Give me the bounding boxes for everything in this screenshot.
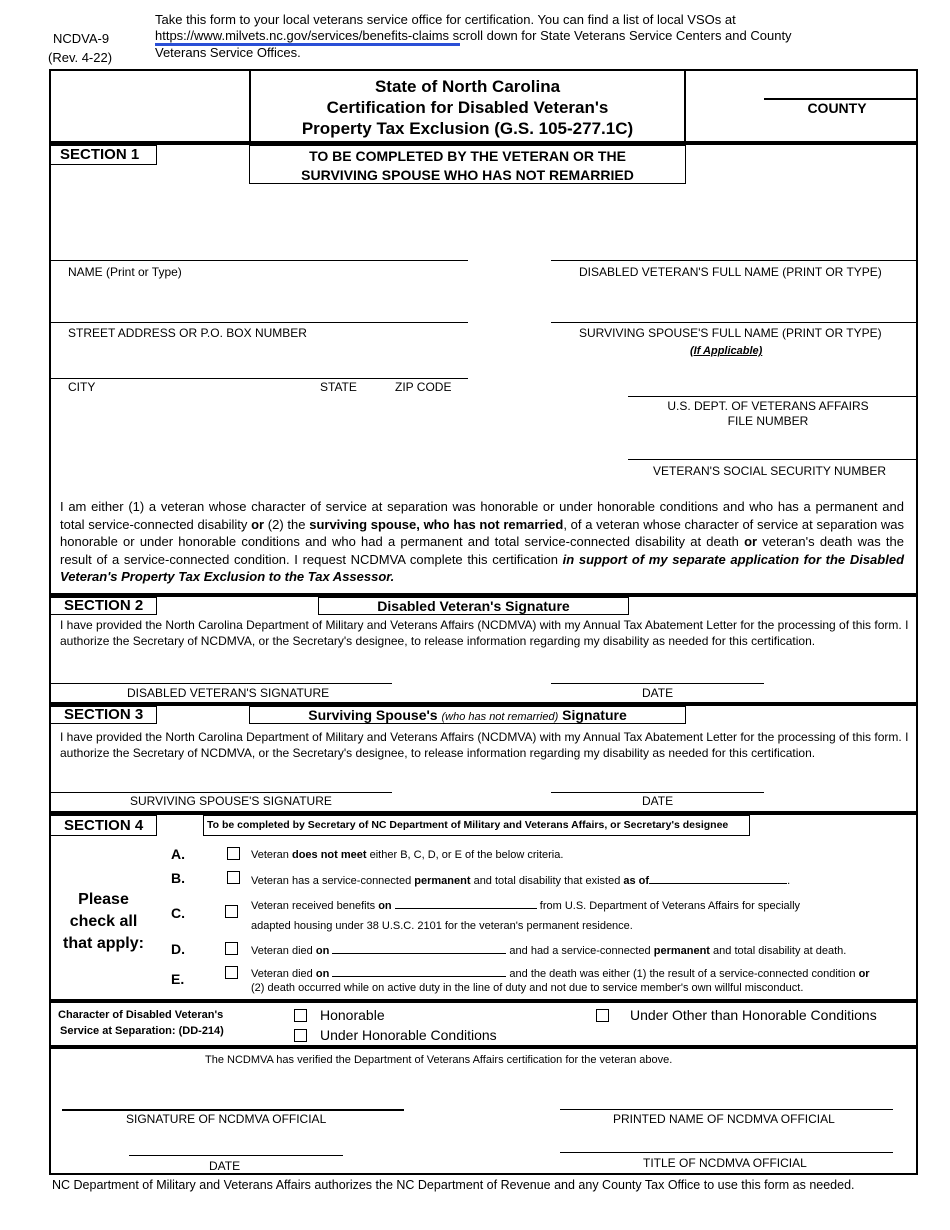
option-e-checkbox[interactable] bbox=[225, 966, 238, 979]
footer-note: NC Department of Military and Veterans Affairs authorizes the NC Department of Revenue and any County Tax Office to use this form as needed. bbox=[52, 1178, 855, 1192]
street-line[interactable] bbox=[51, 322, 468, 323]
if-applicable: (If Applicable) bbox=[690, 345, 763, 357]
official-title-line[interactable] bbox=[560, 1152, 893, 1153]
section-4-tag: SECTION 4 bbox=[50, 815, 157, 836]
city-label: CITY bbox=[68, 380, 96, 394]
option-e-letter: E. bbox=[171, 971, 185, 987]
form-revision: (Rev. 4-22) bbox=[48, 50, 113, 65]
official-signature-line[interactable] bbox=[62, 1109, 404, 1111]
honorable-checkbox[interactable] bbox=[294, 1009, 307, 1022]
name-label: NAME (Print or Type) bbox=[68, 265, 182, 279]
spouse-signature-label: SURVIVING SPOUSE'S SIGNATURE bbox=[130, 794, 332, 808]
other-than-honorable-label: Under Other than Honorable Conditions bbox=[630, 1007, 877, 1023]
character-label-2: Service at Separation: (DD-214) bbox=[60, 1025, 224, 1037]
option-e-text-2: (2) death occurred while on active duty in the line of duty and not due to service member's own willful misconduct. bbox=[251, 982, 804, 994]
option-b-date-field[interactable] bbox=[649, 873, 787, 884]
vet-signature-line[interactable] bbox=[51, 683, 392, 684]
official-printed-name-line[interactable] bbox=[560, 1109, 893, 1110]
under-honorable-checkbox[interactable] bbox=[294, 1029, 307, 1042]
please-check-all: Please check all that apply: bbox=[63, 891, 144, 952]
section-3-heading: Surviving Spouse's (who has not remarried) Signature bbox=[249, 706, 686, 724]
ssn-label: VETERAN'S SOCIAL SECURITY NUMBER bbox=[653, 464, 887, 478]
character-label-1: Character of Disabled Veteran's bbox=[58, 1009, 224, 1021]
verified-statement: The NCDMVA has verified the Department of Veterans Affairs certification for the veteran above. bbox=[205, 1054, 673, 1066]
street-label: STREET ADDRESS OR P.O. BOX NUMBER bbox=[68, 326, 307, 340]
option-a-text: Veteran does not meet either B, C, D, or E of the below criteria. bbox=[251, 849, 564, 861]
official-date-label: DATE bbox=[209, 1159, 241, 1173]
section-1-tag: SECTION 1 bbox=[50, 145, 157, 165]
intro-line-3: Veterans Service Offices. bbox=[155, 45, 301, 60]
section-2-tag: SECTION 2 bbox=[50, 597, 157, 615]
spouse-signature-line[interactable] bbox=[51, 792, 392, 793]
under-honorable-label: Under Honorable Conditions bbox=[320, 1027, 497, 1043]
option-b-text: Veteran has a service-connected permanent and total disability that existed as of . bbox=[251, 875, 791, 887]
section-4-heading: To be completed by Secretary of NC Department of Military and Veterans Affairs, or Secretary's designee bbox=[203, 815, 750, 836]
spouse-date-label: DATE bbox=[642, 794, 674, 808]
va-file-label: U.S. DEPT. OF VETERANS AFFAIRS FILE NUMBER bbox=[667, 399, 869, 428]
form-title: State of North Carolina Certification for Disabled Veteran's Property Tax Exclusion (G.S. 105-277.1C) bbox=[301, 77, 634, 138]
vet-signature-label: DISABLED VETERAN'S SIGNATURE bbox=[127, 686, 330, 700]
section-1-statement: I am either (1) a veteran whose character of service at separation was honorable or under honorable conditions and who has a permanent and total service-connected disability or (2) the surviving spouse, who has not remarried, of a veteran whose character of service at separation was honorable or under honorable conditions and who had a permanent and total service-connected disability at death or veteran's death was the result of a service-connected condition. I request NCDMVA complete this certification in support of my separate application for the Disabled Veteran's Property Tax Exclusion to the Tax Assessor. bbox=[60, 499, 905, 585]
option-b-letter: B. bbox=[171, 870, 185, 886]
zip-label: ZIP CODE bbox=[395, 380, 452, 394]
vet-date-line[interactable] bbox=[551, 683, 764, 684]
other-than-honorable-checkbox[interactable] bbox=[596, 1009, 609, 1022]
option-c-text: Veteran received benefits on from U.S. Department of Veterans Affairs for specially bbox=[251, 900, 801, 912]
spouse-name-line[interactable] bbox=[551, 322, 917, 323]
option-a-letter: A. bbox=[171, 846, 185, 862]
section-3-text: I have provided the North Carolina Department of Military and Veterans Affairs (NCDMVA) with my Annual Tax Abatement Letter for the processing of this form. I authorize the Secretary of NCDMVA, or the Secretary's designee, to release information regarding my disability as needed for this certification. bbox=[60, 730, 909, 760]
option-d-checkbox[interactable] bbox=[225, 942, 238, 955]
state-label: STATE bbox=[320, 380, 357, 394]
vet-name-line[interactable] bbox=[551, 260, 917, 261]
option-d-date-field[interactable] bbox=[332, 943, 506, 954]
section-3-tag: SECTION 3 bbox=[50, 706, 157, 724]
spouse-name-label: SURVIVING SPOUSE'S FULL NAME (PRINT OR TYPE) bbox=[579, 326, 882, 340]
option-a-checkbox[interactable] bbox=[227, 847, 240, 860]
county-label: COUNTY bbox=[807, 100, 867, 116]
option-c-text-2: adapted housing under 38 U.S.C. 2101 for the veteran's permanent residence. bbox=[251, 920, 633, 932]
option-c-checkbox[interactable] bbox=[225, 905, 238, 918]
vso-link[interactable]: https://www.milvets.nc.gov/services/benefits-claims bbox=[155, 28, 450, 43]
official-printed-name-label: PRINTED NAME OF NCDMVA OFFICIAL bbox=[613, 1112, 835, 1126]
honorable-label: Honorable bbox=[320, 1007, 385, 1023]
vet-date-label: DATE bbox=[642, 686, 674, 700]
option-d-letter: D. bbox=[171, 941, 185, 957]
official-signature-label: SIGNATURE OF NCDMVA OFFICIAL bbox=[126, 1112, 327, 1126]
official-date-line[interactable] bbox=[129, 1155, 343, 1156]
form-id: NCDVA-9 bbox=[53, 31, 110, 46]
spouse-date-line[interactable] bbox=[551, 792, 764, 793]
name-line[interactable] bbox=[51, 260, 468, 261]
section-2-text: I have provided the North Carolina Department of Military and Veterans Affairs (NCDMVA) with my Annual Tax Abatement Letter for the processing of this form. I authorize the Secretary of NCDMVA, or the Secretary's designee, to release information regarding my disability as needed for this certification. bbox=[60, 618, 909, 648]
official-title-label: TITLE OF NCDMVA OFFICIAL bbox=[643, 1156, 807, 1170]
vet-name-label: DISABLED VETERAN'S FULL NAME (PRINT OR TYPE) bbox=[579, 265, 882, 279]
option-b-checkbox[interactable] bbox=[227, 871, 240, 884]
va-file-line[interactable] bbox=[628, 396, 917, 397]
section-2-heading: Disabled Veteran's Signature bbox=[318, 597, 629, 615]
option-e-text: Veteran died on and the death was either (1) the result of a service-connected condition or bbox=[251, 968, 870, 980]
city-line[interactable] bbox=[51, 378, 468, 379]
option-c-date-field[interactable] bbox=[395, 898, 537, 909]
ssn-line[interactable] bbox=[628, 459, 917, 460]
option-c-letter: C. bbox=[171, 905, 185, 921]
option-d-text: Veteran died on and had a service-connected permanent and total disability at death. bbox=[251, 945, 847, 957]
intro-line-2: https://www.milvets.nc.gov/services/benefits-claims scroll down for State Veterans Service Centers and County bbox=[155, 28, 792, 43]
section-1-heading: TO BE COMPLETED BY THE VETERAN OR THE SURVIVING SPOUSE WHO HAS NOT REMARRIED bbox=[249, 145, 686, 184]
option-e-date-field[interactable] bbox=[332, 966, 506, 977]
intro-line-1: Take this form to your local veterans service office for certification. You can find a list of local VSOs at bbox=[155, 12, 736, 27]
